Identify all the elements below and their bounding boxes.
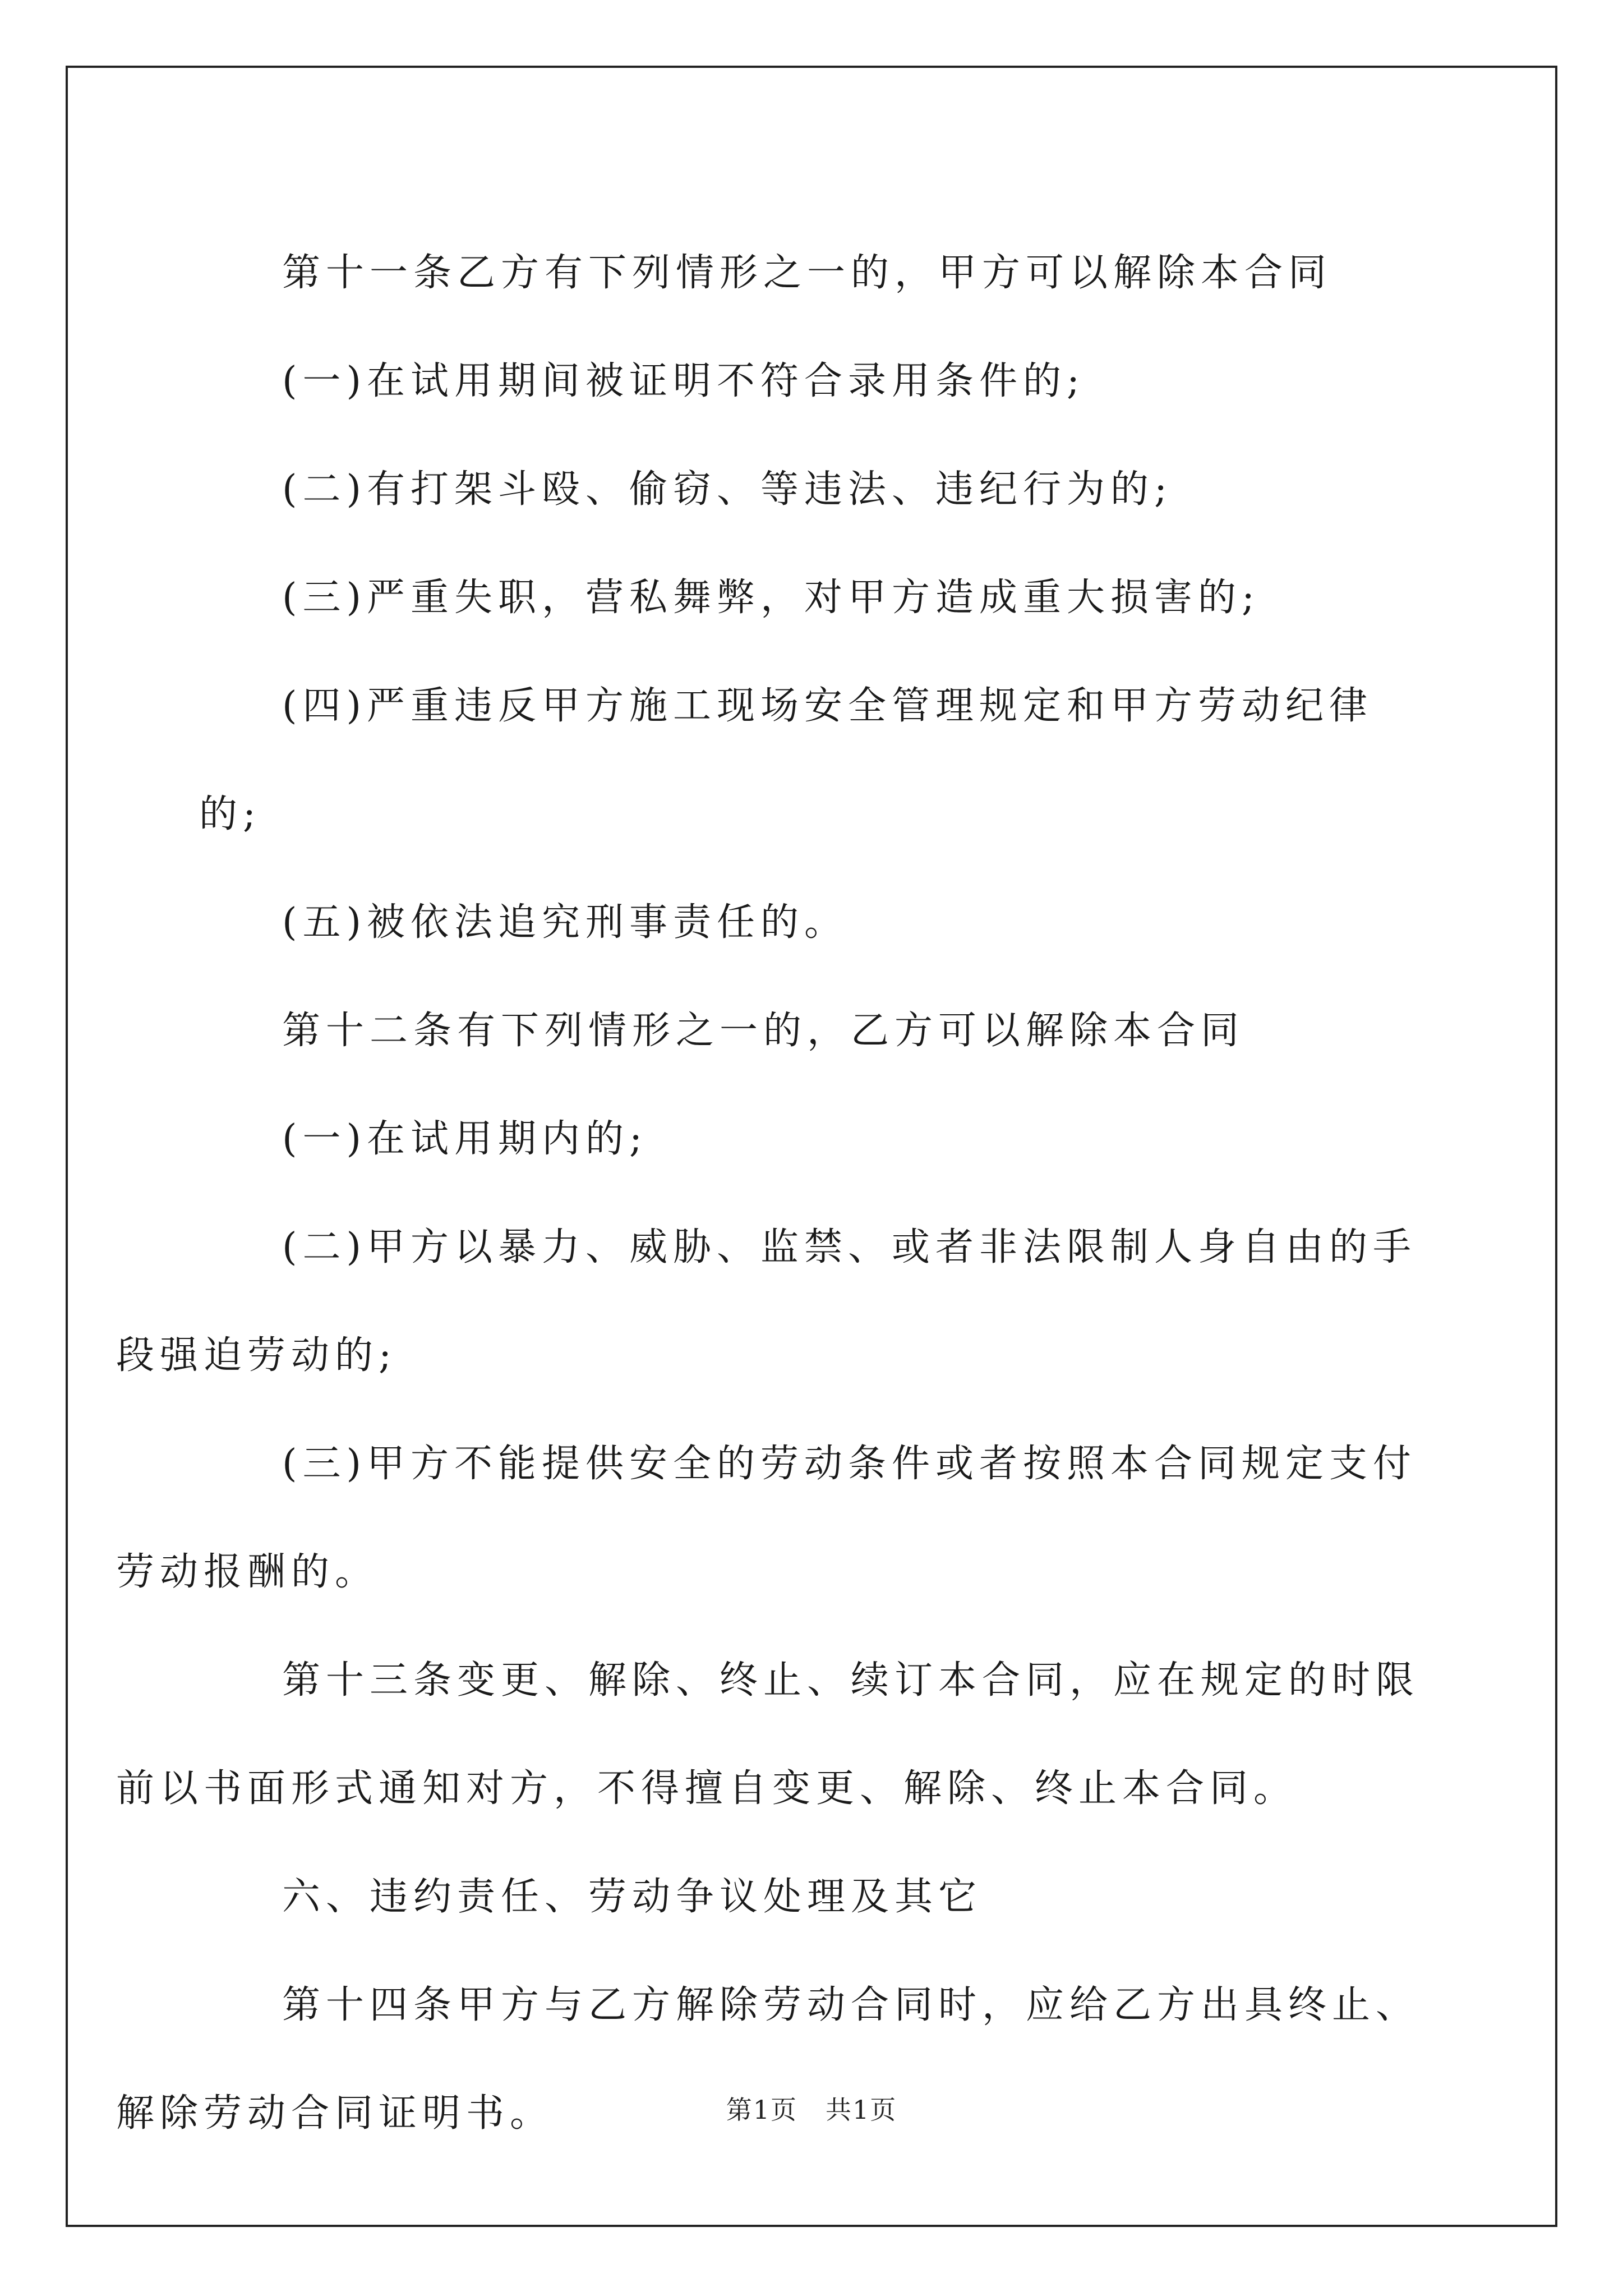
paragraph-article-11: 第十一条乙方有下列情形之一的，甲方可以解除本合同 bbox=[282, 251, 1332, 295]
paragraph-item-3b: (三)甲方不能提供安全的劳动条件或者按照本合同规定支付劳动报酬的。 bbox=[116, 1442, 1417, 1594]
page-footer bbox=[0, 2090, 1623, 2127]
page-number-current: 第1页 bbox=[726, 2095, 797, 2125]
paragraph-item-2b: (二)甲方以暴力、威胁、监禁、或者非法限制人身自由的手段强迫劳动的; bbox=[116, 1225, 1417, 1378]
paragraph-section-6: 六、违约责任、劳动争议处理及其它 bbox=[282, 1875, 983, 1919]
paragraph-item-1: (一)在试用期间被证明不符合录用条件的; bbox=[282, 359, 1085, 403]
paragraph-item-3: (三)严重失职，营私舞弊，对甲方造成重大损害的; bbox=[282, 576, 1260, 620]
paragraph-item-4: (四)严重违反甲方施工现场安全管理规定和甲方劳动纪律的; bbox=[199, 684, 1373, 836]
paragraph-article-12: 第十二条有下列情形之一的，乙方可以解除本合同 bbox=[282, 1009, 1245, 1053]
paragraph-item-5: (五)被依法追究刑事责任的。 bbox=[282, 900, 849, 945]
document-body bbox=[116, 219, 1433, 2168]
page-number-total: 共1页 bbox=[826, 2095, 897, 2125]
paragraph-article-13: 第十三条变更、解除、终止、续订本合同，应在规定的时限前以书面形式通知对方，不得擅自变更、解除、终止本合同。 bbox=[116, 1658, 1420, 1811]
paragraph-item-2: (二)有打架斗殴、偷窃、等违法、违纪行为的; bbox=[282, 467, 1173, 512]
paragraph-item-1b: (一)在试用期内的; bbox=[282, 1117, 648, 1161]
paragraph-article-14: 第十四条甲方与乙方解除劳动合同时，应给乙方出具终止、解除劳动合同证明书。 bbox=[116, 1983, 1420, 2136]
